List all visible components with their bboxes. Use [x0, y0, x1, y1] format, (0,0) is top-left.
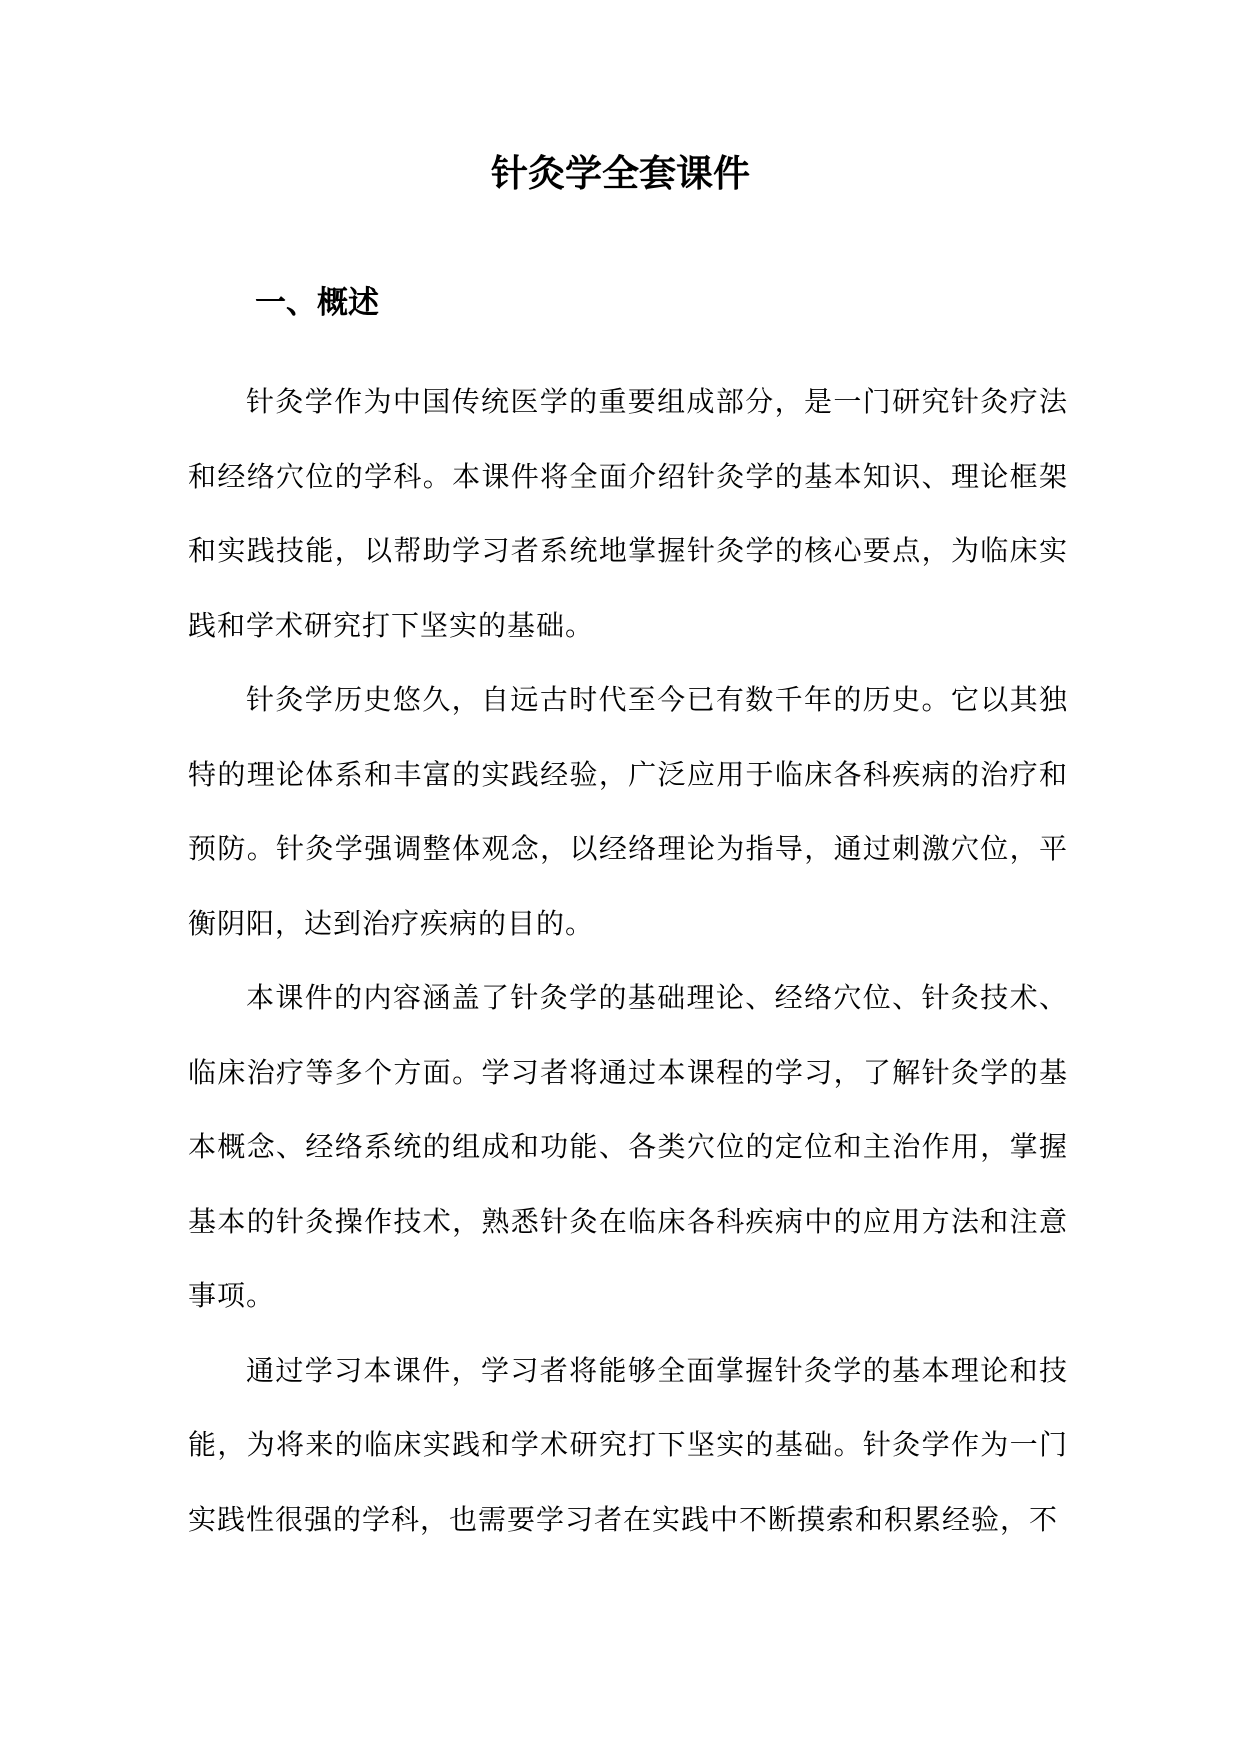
paragraph: 本课件的内容涵盖了针灸学的基础理论、经络穴位、针灸技术、临床治疗等多个方面。学习者将通过本课程的学习，了解针灸学的基本概念、经络系统的组成和功能、各类穴位的定位和主治作用，掌握基本的针灸操作技术，熟悉针灸在临床各科疾病中的应用方法和注意事项。	[188, 981, 1068, 1312]
document-title: 针灸学全套课件	[491, 152, 750, 195]
section-body	[188, 365, 1068, 1557]
paragraph: 通过学习本课件，学习者将能够全面掌握针灸学的基本理论和技能，为将来的临床实践和学术研究打下坚实的基础。针灸学作为一门实践性很强的学科，也需要学习者在实践中不断摸索和积累经验，不	[188, 1353, 1068, 1536]
paragraph: 针灸学历史悠久，自远古时代至今已有数千年的历史。它以其独特的理论体系和丰富的实践经验，广泛应用于临床各科疾病的治疗和预防。针灸学强调整体观念，以经络理论为指导，通过刺激穴位，平衡阴阳，达到治疗疾病的目的。	[188, 683, 1068, 940]
section-heading: 一、概述	[255, 285, 379, 321]
paragraph: 针灸学作为中国传统医学的重要组成部分，是一门研究针灸疗法和经络穴位的学科。本课件将全面介绍针灸学的基本知识、理论框架和实践技能，以帮助学习者系统地掌握针灸学的核心要点，为临床实践和学术研究打下坚实的基础。	[188, 385, 1068, 642]
